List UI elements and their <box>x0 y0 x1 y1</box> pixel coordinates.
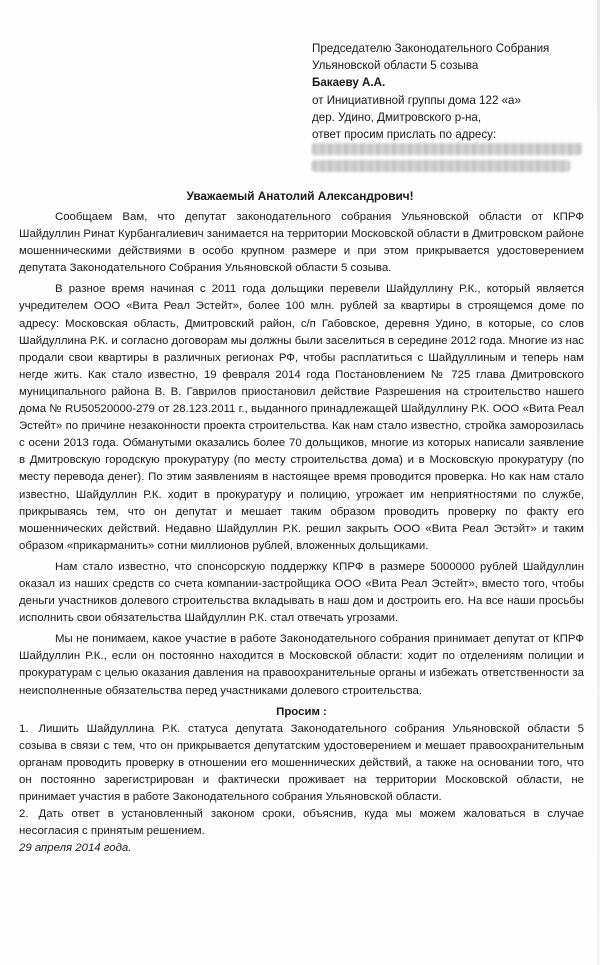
sender-line: от Инициативной группы дома 122 «а» <box>312 93 521 107</box>
request-title: Просим : <box>276 705 327 718</box>
paragraph: Сообщаем Вам, что депутат законодательного собрания Ульяновской области от КПРФ Шайдуллин Ринат Курбангалиевич занимается на территории Московской области в Дмитровском районе мошенническими действиями в особо крупном размере и при этом прикрывается удостоверением депутата Законодательного Собрания Ульяновской области 5 созыва. <box>19 211 584 275</box>
paragraph: В разное время начиная с 2011 года дольщики перевели Шайдуллину Р.К., который является учредителем ООО «Вита Реал Эстейт», более 100 млн. рублей за квартиры в строящемся доме по адресу: Московская область, Дмитровский район, с/п Габовское, деревня Удино, в которые, со слов Шайдуллина Р.К. и согласно договорам мы должны были заселиться в середине 2012 года. Многие из нас продали свои квартиры в различных регионах РФ, чтобы расплатиться с Шайдуллиным и теперь нам негде жить. Как стало известно, 19 февраля 2014 года Постановлением № 725 глава Дмитровского муниципального района В. В. Гаврилов приостановил действие Разрешения на строительство нашего дома № RU50520000-279 от 28.123.2011 г., выданного принадлежащей Шайдуллину Р.К. ООО «Вита Реал Эстейт» по причине незаконности проекта строительства. Как нам стало известно, стройка заморозилась с осени 2013 года. Обманутыми оказались более 70 дольщиков, многие из которых написали заявление в Дмитровскую городскую прокуратуру (по месту строительства дома) и в Московскую прокуратуру (по месту перевода денег). По этим заявлениям в настоящее время проводится проверка. Но как нам стало известно, Шайдуллин Р.К. ходит в прокуратуру и полицию, угрожает им неприятностями по службе, прикрываясь тем, что он депутат и мешает таким образом проводить проверку по факту его мошеннических действий. Недавно Шайдуллин Р.К. решил закрыть ООО «Вита Реал Эстэйт» и таким образом «прикарманить» сотни миллионов рублей, вложенных дольщиками. <box>19 283 584 552</box>
request-number: 1. <box>19 722 29 735</box>
sender-location: дер. Удино, Дмитровского р-на, <box>312 110 482 124</box>
paragraph: Мы не понимаем, какое участие в работе Законодательного собрания принимает депутат от КПРФ Шайдуллин Р.К., если он постоянно находится в Московской области: ходит по отделениям полиции и прокуратурам с целью оказания давления на правоохранительные органы и избежать ответственности за неисполненные обязательства перед участниками долевого строительства. <box>19 633 584 697</box>
redaction-bar <box>312 143 582 155</box>
request-text: Дать ответ в установленный законом сроки, объяснив, куда мы можем жаловаться в случае несогласия с принятым решением. <box>19 808 584 838</box>
redacted-address <box>312 140 594 180</box>
addressee-line: Ульяновской области 5 созыва <box>312 59 479 73</box>
letter-body <box>19 209 584 857</box>
request-item <box>19 806 584 840</box>
reply-address-label: ответ просим прислать по адресу: <box>312 128 497 142</box>
letter-date: 29 апреля 2014 года. <box>19 842 132 855</box>
request-item <box>19 721 584 806</box>
addressee-block <box>312 40 594 143</box>
request-text: Лишить Шайдуллина Р.К. статуса депутата Законодательного собрания Ульяновской области 5 созыва в связи с тем, что он прикрывается депутатским удостоверением и мешает правоохранительным органам проводить проверку в отношении его мошеннических действий, а также на основании того, что он постоянно зарегистрирован и фактически проживает на территории Московской области, не принимает участия в работе Законодательного собрания Ульяновской области. <box>19 722 584 804</box>
request-number: 2. <box>19 808 29 821</box>
addressee-line: Председателю Законодательного Собрания <box>312 42 550 55</box>
greeting: Уважаемый Анатолий Александрович! <box>186 189 414 203</box>
paragraph: Нам стало известно, что спонсорскую поддержку КПРФ в размере 5000000 рублей Шайдуллин оказал из наших средств со счета компании-застройщика ООО «Вита Реал Эстейт», вместо того, чтобы деньги участников долевого строительства вкладывать в наш дом и достроить его. На все наши просьбы исполнить свои обязательства Шайдуллин Р.К. стал отвечать угрозами. <box>19 560 584 625</box>
addressee-name: Бакаеву А.А. <box>312 76 386 90</box>
redaction-bar <box>312 160 570 172</box>
